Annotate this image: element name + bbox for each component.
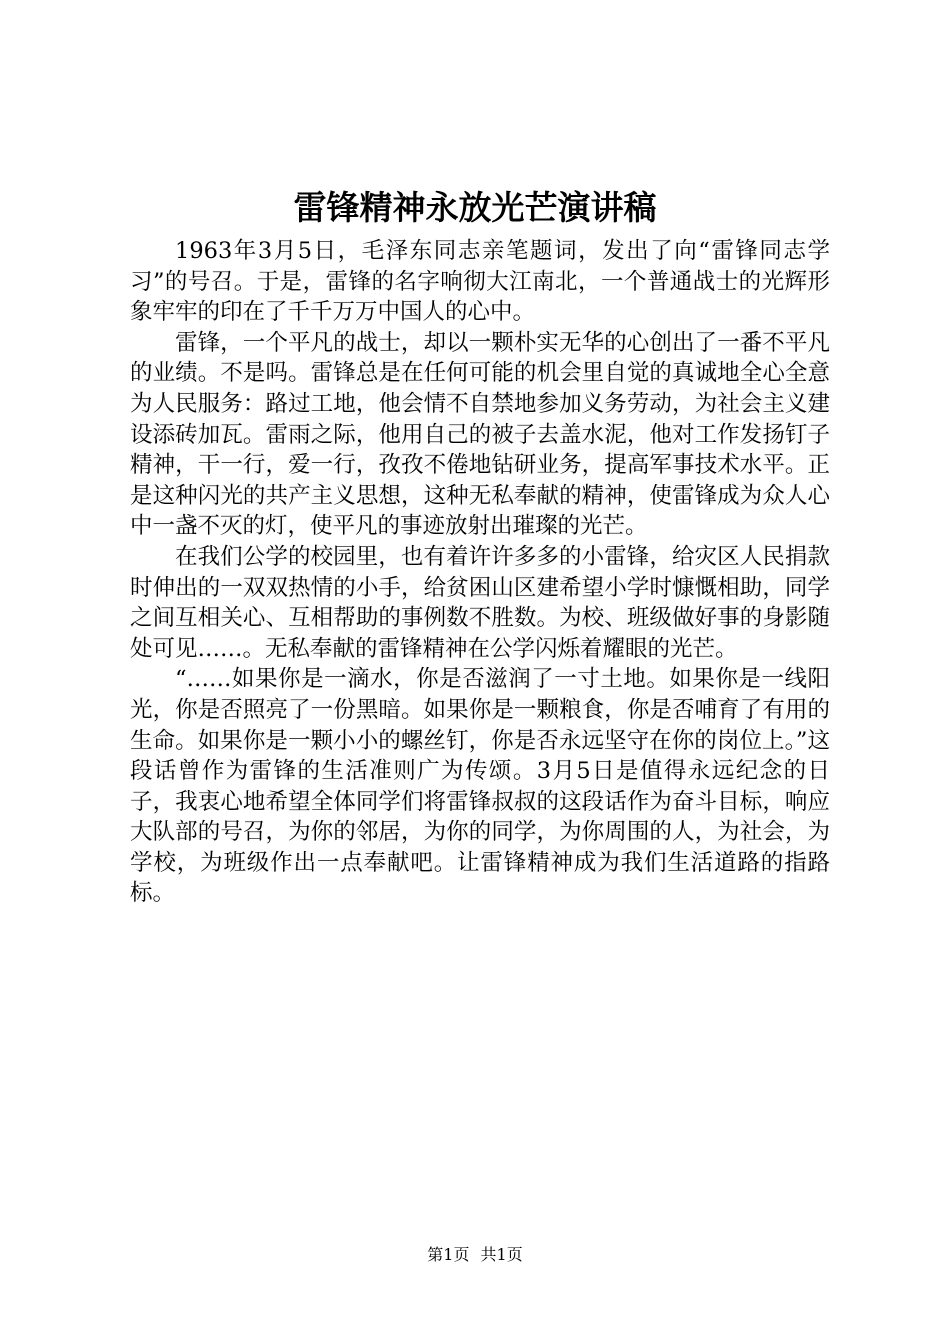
paragraph: 雷锋，一个平凡的战士，却以一颗朴实无华的心创出了一番不平凡的业绩。不是吗。雷锋总是在任何可能的机会里自觉的真诚地全心全意为人民服务：路过工地，他会情不自禁地参加义务劳动，为社会主义建设添砖加瓦。雷雨之际，他用自己的被子去盖水泥，他对工作发扬钉子精神，干一行，爱一行，孜孜不倦地钻研业务，提高军事技术水平。正是这种闪光的共产主义思想，这种无私奉献的精神，使雷锋成为众人心中一盏不灭的灯，使平凡的事迹放射出璀璨的光芒。 [130, 329, 830, 540]
document-body [130, 236, 830, 909]
document-title: 雷锋精神永放光芒演讲稿 [293, 188, 657, 227]
paragraph: 1963年3月5日，毛泽东同志亲笔题词，发出了向“雷锋同志学习”的号召。于是，雷锋的名字响彻大江南北，一个普通战士的光辉形象牢牢的印在了千千万万中国人的心中。 [130, 238, 830, 326]
page-footer [0, 1243, 950, 1267]
page-total: 共1页 [480, 1245, 523, 1264]
paragraph: 在我们公学的校园里，也有着许许多多的小雷锋，给灾区人民捐款时伸出的一双双热情的小手，给贫困山区建希望小学时慷慨相助，同学之间互相关心、互相帮助的事例数不胜数。为校、班级做好事的身影随处可见……。无私奉献的雷锋精神在公学闪烁着耀眼的光芒。 [130, 543, 830, 662]
page-number: 第1页 [427, 1245, 470, 1264]
paragraph: “……如果你是一滴水，你是否滋润了一寸土地。如果你是一线阳光，你是否照亮了一份黑暗。如果你是一颗粮食，你是否哺育了有用的生命。如果你是一颗小小的螺丝钉，你是否永远坚守在你的岗位上。”这段话曾作为雷锋的生活准则广为传颂。3月5日是值得永远纪念的日子，我衷心地希望全体同学们将雷锋叔叔的这段话作为奋斗目标，响应大队部的号召，为你的邻居，为你的同学，为你周围的人，为社会，为学校，为班级作出一点奉献吧。让雷锋精神成为我们生活道路的指路标。 [130, 666, 830, 907]
